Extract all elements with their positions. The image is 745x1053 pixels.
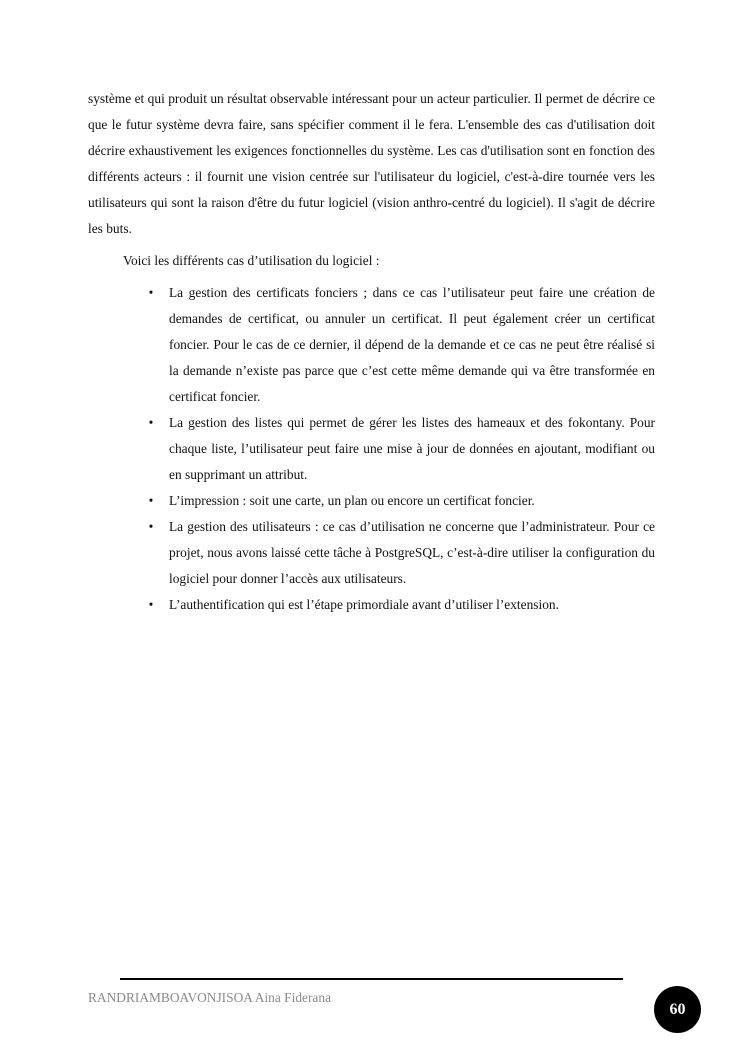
body-paragraph: système et qui produit un résultat observable intéressant pour un acteur particulier. Il permet de décrire ce que le futur système devra faire, sans spécifier comment il le fera. L'ensemble des cas d'utilisation doit décrire exhaustivement les exigences fonctionnelles du système. Les cas d'utilisation sont en fonction des différents acteurs : il fournit une vision centrée sur l'utilisateur du logiciel, c'est-à-dire tournée vers les utilisateurs qui sont la raison d'être du futur logiciel (vision anthro-centré du logiciel). Il s'agit de décrire les buts. (88, 91, 655, 236)
use-case-intro: Voici les différents cas d’utilisation du logiciel : (123, 253, 380, 268)
footer-author: RANDRIAMBOAVONJISOA Aina Fiderana (88, 990, 332, 1005)
page-number-badge: 60 (654, 986, 701, 1033)
list-item (88, 514, 655, 592)
list-item (88, 280, 655, 410)
list-item (88, 488, 655, 514)
bullet-icon: • (148, 415, 154, 430)
page-body (88, 86, 655, 618)
list-item-text: L’impression : soit une carte, un plan ou encore un certificat foncier. (169, 493, 535, 508)
list-item-text: La gestion des utilisateurs : ce cas d’utilisation ne concerne que l’administrateur. Pour ce projet, nous avons laissé cette tâche à PostgreSQL, c’est-à-dire utiliser la configuration du logiciel pour donner l’accès aux utilisateurs. (169, 519, 655, 586)
bullet-icon: • (148, 493, 154, 508)
footer-divider (120, 978, 623, 980)
list-item-text: La gestion des certificats fonciers ; dans ce cas l’utilisateur peut faire une création de demandes de certificat, ou annuler un certificat. Il peut également créer un certificat foncier. Pour le cas de ce dernier, il dépend de la demande et ce cas ne peut être réalisé si la demande n’existe pas parce que c’est cette même demande qui va être transformée en certificat foncier. (169, 285, 655, 404)
list-item (88, 592, 655, 618)
bullet-icon: • (148, 597, 154, 612)
list-item-text: L’authentification qui est l’étape primordiale avant d’utiliser l’extension. (169, 597, 559, 612)
bullet-icon: • (148, 285, 154, 300)
list-item-text: La gestion des listes qui permet de gérer les listes des hameaux et des fokontany. Pour chaque liste, l’utilisateur peut faire une mise à jour de données en ajoutant, modifiant ou en supprimant un attribut. (169, 415, 655, 482)
use-case-list (88, 280, 655, 618)
list-item (88, 410, 655, 488)
bullet-icon: • (148, 519, 154, 534)
